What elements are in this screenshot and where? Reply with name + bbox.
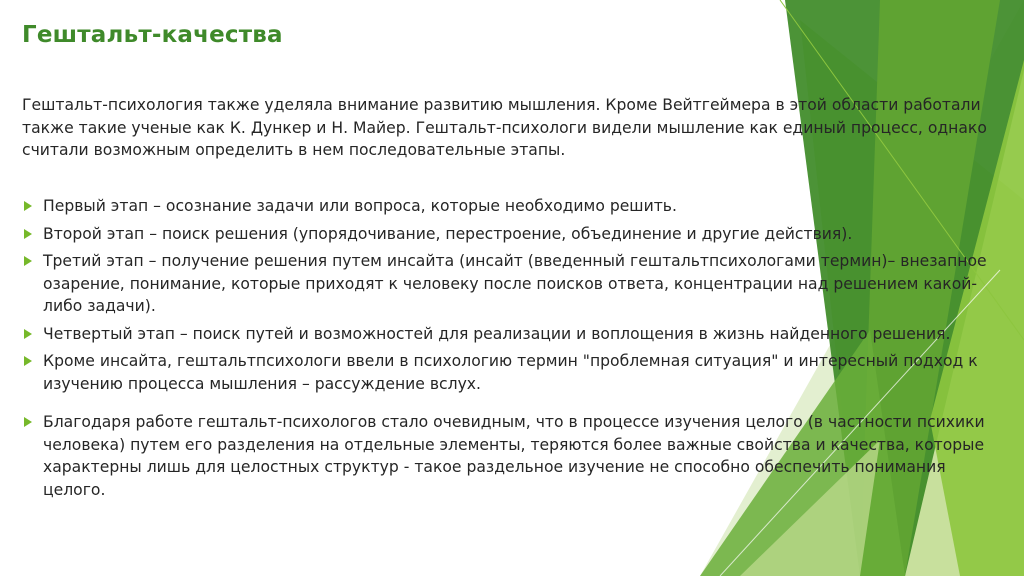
list-item [22, 323, 997, 346]
intro-paragraph: Гештальт-психология также уделяла внимание развитию мышления. Кроме Вейтгеймера в этой области работали также такие ученые как К. Дункер и Н. Майер. Гештальт-психологи видели мышление как единый процесс, однако считали возможным определить в нем последовательные этапы. [22, 96, 987, 159]
bullet-text: Третий этап – получение решения путем инсайта (инсайт (введенный гештальтпсихологами термин)– внезапное озарение, понимание, которые приходят к человеку после поисков ответа, концентрации над решением какой-либо задачи). [43, 252, 987, 315]
list-item [22, 411, 997, 501]
bullet-arrow-icon [24, 256, 32, 266]
bullet-arrow-icon [24, 229, 32, 239]
bullet-text: Кроме инсайта, гештальтпсихологи ввели в психологию термин "проблемная ситуация" и интересный подход к изучению процесса мышления – рассуждение вслух. [43, 352, 978, 393]
list-item [22, 350, 997, 395]
bullet-arrow-icon [24, 417, 32, 427]
bullet-text: Первый этап – осознание задачи или вопроса, которые необходимо решить. [43, 197, 677, 215]
bullet-arrow-icon [24, 356, 32, 366]
bullet-arrow-icon [24, 329, 32, 339]
list-item [22, 223, 997, 246]
bullet-list [22, 195, 997, 506]
bullet-text: Четвертый этап – поиск путей и возможностей для реализации и воплощения в жизнь найденного решения. [43, 324, 951, 343]
bullet-text: Второй этап – поиск решения (упорядочивание, перестроение, объединение и другие действия). [43, 224, 853, 243]
bullet-text: Благодаря работе гештальт-психологов стало очевидным, что в процессе изучения целого (в частности психики человека) путем его разделения на отдельные элементы, теряются более важные свойства и качества, которые характерны лишь для целостных структур - такое раздельное изучение не способно обеспечить понимания целого. [43, 413, 985, 499]
slide-title: Гештальт-качества [22, 22, 283, 48]
bullet-arrow-icon [24, 201, 32, 211]
list-item [22, 250, 997, 318]
list-item [22, 195, 997, 218]
